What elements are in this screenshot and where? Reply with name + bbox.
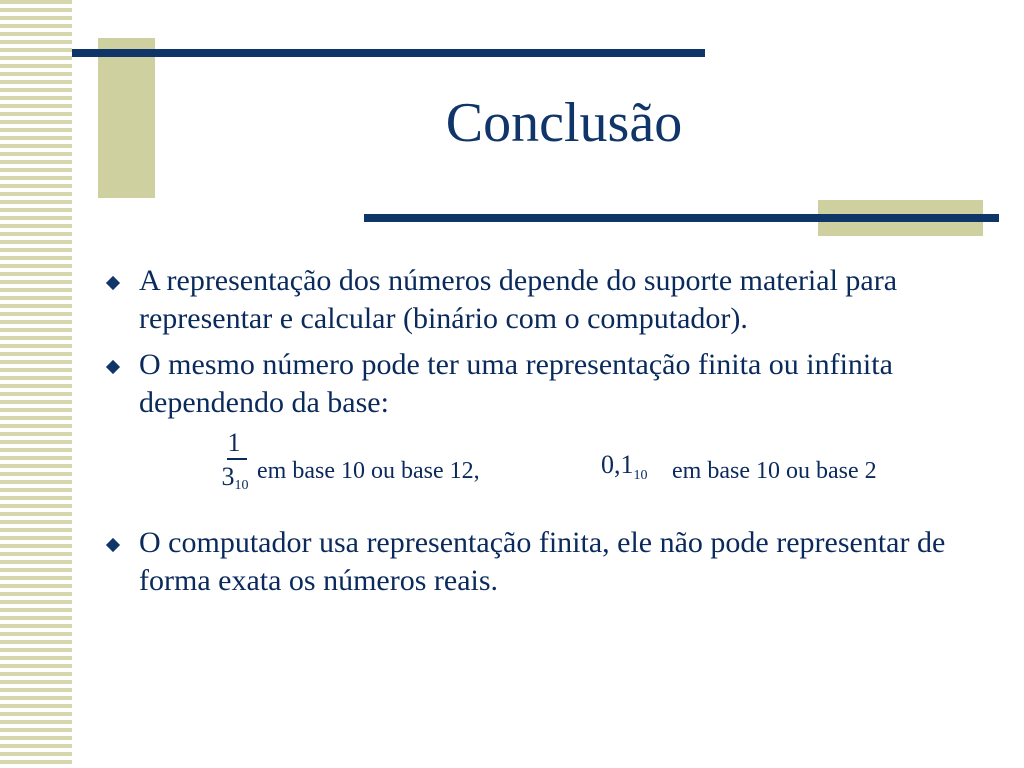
bullet-item <box>104 262 974 338</box>
fraction-denominator-wrap <box>211 460 259 503</box>
title-rule-bottom <box>364 214 999 222</box>
diamond-bullet-icon <box>106 360 120 374</box>
decor-block-top <box>98 38 155 198</box>
decimal-number <box>601 446 648 495</box>
decimal-base-subscript: 10 <box>633 468 648 483</box>
math-example <box>139 426 974 516</box>
decimal-value: 0,1 <box>601 450 634 479</box>
left-stripe-decoration <box>0 0 72 768</box>
fraction-base-subscript: 10 <box>234 478 249 493</box>
fraction-denominator: 3 <box>221 462 235 491</box>
bullet-item <box>104 524 974 600</box>
title-rule-top <box>72 49 705 57</box>
math-text-a: em base 10 ou base 12, <box>257 458 480 484</box>
fraction-numerator: 1 <box>227 428 241 457</box>
diamond-bullet-icon <box>106 538 120 552</box>
bullet-list <box>104 262 974 600</box>
math-text-b: em base 10 ou base 2 <box>672 458 877 484</box>
fraction <box>219 428 259 503</box>
bullet-text: A representação dos números depende do suporte material para representar e calcular (binário com o computador). <box>139 264 898 335</box>
bullet-text: O mesmo número pode ter uma representação finita ou infinita dependendo da base: <box>139 348 893 419</box>
bullet-text: O computador usa representação finita, ele não pode representar de forma exata os números reais. <box>139 526 946 597</box>
slide-title: Conclusão <box>445 92 683 154</box>
bullet-item <box>104 346 974 516</box>
diamond-bullet-icon <box>106 276 120 290</box>
